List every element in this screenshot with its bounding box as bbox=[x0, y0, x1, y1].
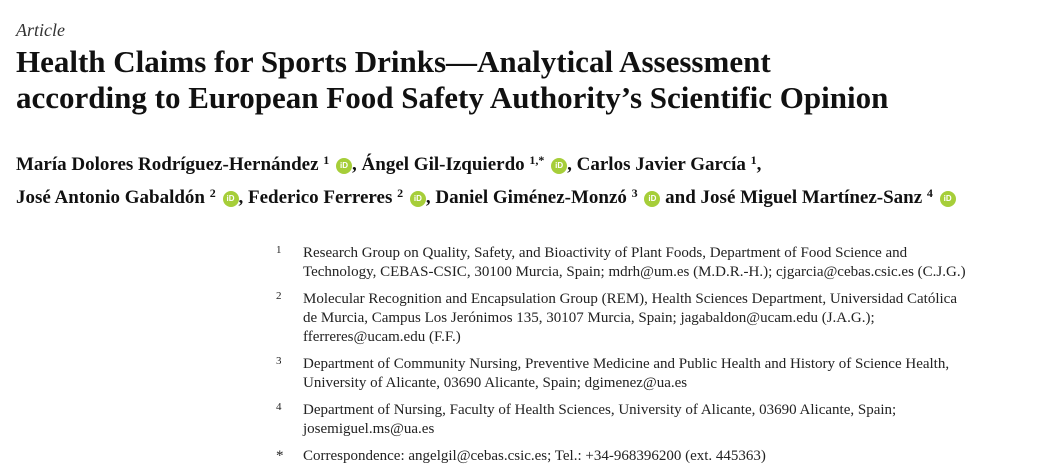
author-affiliation-ref: 1 bbox=[750, 153, 757, 167]
affiliation-line: Molecular Recognition and Encapsulation Group (REM), Health Sciences Department, Universidad Católica bbox=[303, 291, 957, 307]
author-separator: , bbox=[756, 154, 762, 175]
orcid-icon[interactable]: iD bbox=[223, 191, 239, 207]
author-separator: , bbox=[567, 154, 572, 175]
orcid-icon[interactable]: iD bbox=[551, 158, 567, 174]
author-separator: , bbox=[352, 154, 357, 175]
affiliation-item bbox=[276, 290, 1056, 347]
paper-title bbox=[16, 44, 888, 116]
affiliation-line: Department of Community Nursing, Preventive Medicine and Public Health and History of Science Health, bbox=[303, 356, 950, 372]
paper-title-line-2: according to European Food Safety Authority’s Scientific Opinion bbox=[16, 80, 889, 115]
affiliation-text bbox=[303, 401, 1056, 439]
correspondence bbox=[276, 447, 1056, 466]
author-affiliation-ref: 1 bbox=[323, 153, 330, 167]
affiliation-line: Department of Nursing, Faculty of Health Sciences, University of Alicante, 03690 Alicante, Spain; bbox=[303, 402, 897, 418]
author-name: María Dolores Rodríguez-Hernández bbox=[16, 154, 319, 175]
author-separator: , bbox=[425, 187, 431, 208]
correspondence-mark: * bbox=[276, 448, 284, 464]
affiliation-line: de Murcia, Campus Los Jerónimos 135, 30107 Murcia, Spain; jagabaldon@ucam.edu (J.A.G.); bbox=[303, 310, 875, 326]
author-separator-and: and bbox=[665, 187, 696, 208]
author-affiliation-ref: 2 bbox=[397, 186, 404, 200]
affiliation-number: 1 bbox=[276, 244, 282, 256]
author-line-2 bbox=[16, 179, 956, 212]
affiliation-item bbox=[276, 244, 1056, 282]
author-list bbox=[16, 146, 956, 212]
author-name: Carlos Javier García bbox=[576, 154, 746, 175]
affiliation-number: 3 bbox=[276, 355, 282, 367]
affiliation-line: Technology, CEBAS-CSIC, 30100 Murcia, Spain; mdrh@um.es (M.D.R.-H.); cjgarcia@cebas.csic.es (C.J.G.) bbox=[303, 264, 966, 280]
affiliation-text bbox=[303, 244, 1056, 282]
paper-title-line-1: Health Claims for Sports Drinks—Analytical Assessment bbox=[16, 44, 771, 79]
affiliation-text bbox=[303, 290, 1056, 347]
author-name: Ángel Gil-Izquierdo bbox=[361, 154, 525, 175]
author-affiliation-ref: 4 bbox=[926, 186, 933, 200]
affiliation-line: Research Group on Quality, Safety, and Bioactivity of Plant Foods, Department of Food Science and bbox=[303, 245, 908, 261]
author-affiliation-ref: 1,* bbox=[529, 153, 545, 167]
affiliation-line: University of Alicante, 03690 Alicante, Spain; dgimenez@ua.es bbox=[303, 375, 688, 391]
author-name: José Miguel Martínez-Sanz bbox=[700, 187, 923, 208]
author-name: Federico Ferreres bbox=[248, 187, 393, 208]
affiliation-text bbox=[303, 355, 1056, 393]
author-name: Daniel Giménez-Monzó bbox=[435, 187, 627, 208]
author-affiliation-ref: 3 bbox=[631, 186, 638, 200]
author-affiliation-ref: 2 bbox=[209, 186, 216, 200]
orcid-icon[interactable]: iD bbox=[336, 158, 352, 174]
author-line-1 bbox=[16, 146, 956, 179]
author-name: José Antonio Gabaldón bbox=[16, 187, 205, 208]
orcid-icon[interactable]: iD bbox=[410, 191, 426, 207]
correspondence-text: Correspondence: angelgil@cebas.csic.es; Tel.: +34-968396200 (ext. 445363) bbox=[303, 448, 766, 464]
affiliation-number: 4 bbox=[276, 401, 282, 413]
author-separator: , bbox=[238, 187, 244, 208]
affiliations bbox=[276, 244, 1056, 466]
affiliation-line: josemiguel.ms@ua.es bbox=[303, 421, 435, 437]
affiliation-item bbox=[276, 401, 1056, 439]
orcid-icon[interactable]: iD bbox=[644, 191, 660, 207]
affiliation-line: fferreres@ucam.edu (F.F.) bbox=[303, 329, 461, 345]
affiliation-item bbox=[276, 355, 1056, 393]
article-type-label: Article bbox=[16, 20, 65, 40]
orcid-icon[interactable]: iD bbox=[940, 191, 956, 207]
affiliation-number: 2 bbox=[276, 290, 282, 302]
